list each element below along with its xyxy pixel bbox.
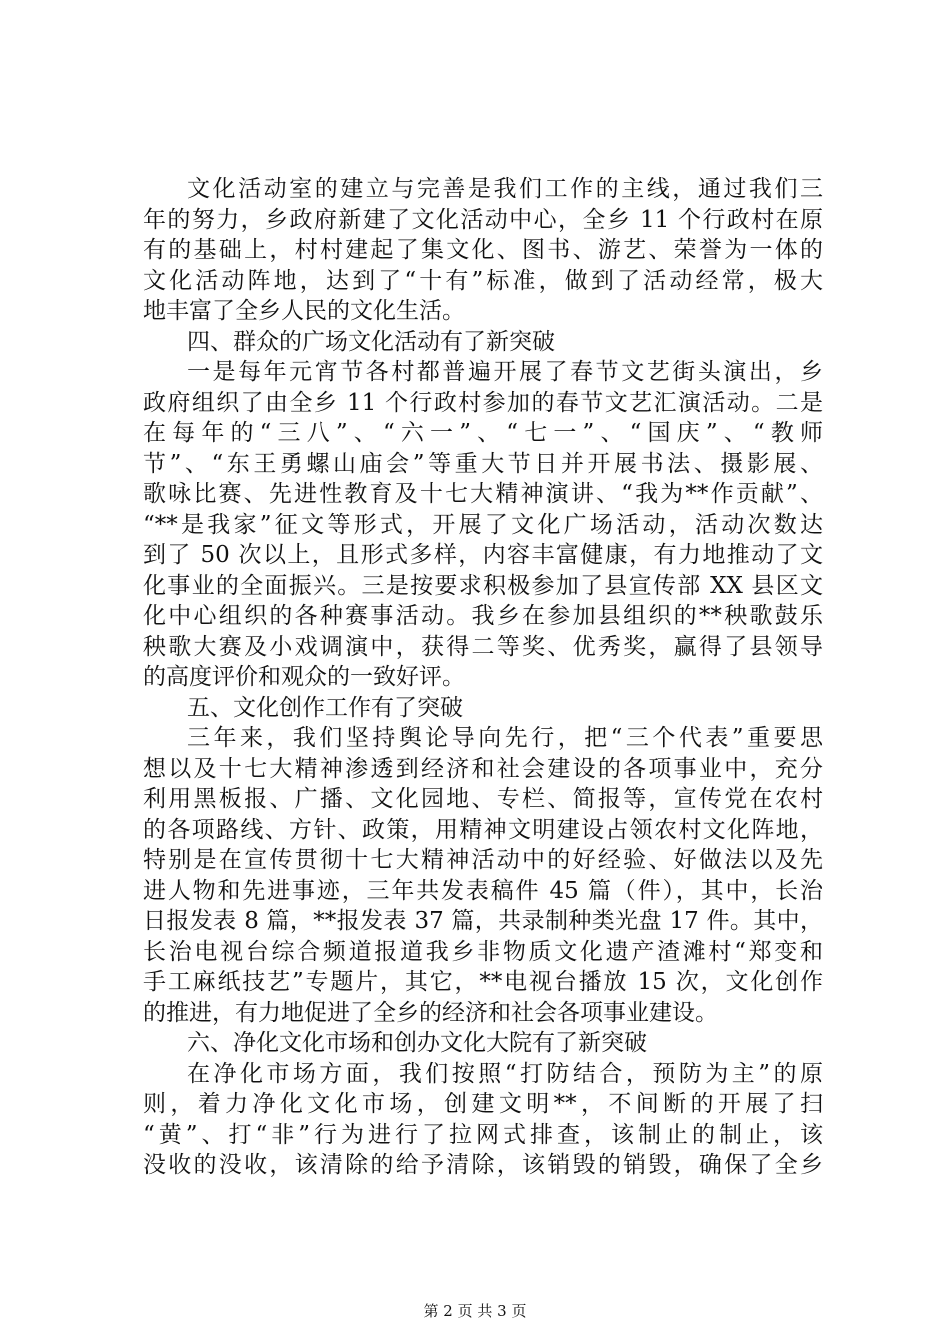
section-heading: 六、净化文化市场和创办文化大院有了新突破 — [187, 1030, 647, 1056]
paragraph-line: 年的努力，乡政府新建了文化活动中心，全乡 11 个行政村在原 — [143, 206, 823, 233]
body-text — [143, 174, 823, 1181]
paragraph-line: 文化活动阵地，达到了“十有”标准，做到了活动经常，极大 — [143, 267, 823, 294]
paragraph-line: 地丰富了全乡人民的文化生活。 — [143, 298, 465, 324]
section-heading: 五、文化创作工作有了突破 — [187, 694, 463, 721]
paragraph-line: 在净化市场方面，我们按照“打防结合，预防为主”的原 — [187, 1060, 823, 1087]
paragraph-line: 秧歌大赛及小戏调演中，获得二等奖、优秀奖，赢得了县领导 — [143, 633, 823, 660]
page-footer: 第 2 页 共 3 页 — [423, 1302, 527, 1320]
section-heading: 四、群众的广场文化活动有了新突破 — [187, 328, 555, 355]
paragraph-line: 政府组织了由全乡 11 个行政村参加的春节文艺汇演活动。二是 — [143, 389, 823, 416]
paragraph-line: 文化活动室的建立与完善是我们工作的主线，通过我们三 — [187, 176, 823, 202]
paragraph-line: 的各项路线、方针、政策，用精神文明建设占领农村文化阵地， — [143, 816, 823, 843]
paragraph-line: 进人物和先进事迹，三年共发表稿件 45 篇（件），其中，长治 — [143, 877, 823, 904]
paragraph-line: 手工麻纸技艺”专题片，其它，**电视台播放 15 次，文化创作 — [143, 969, 823, 995]
paragraph-line: 没收的没收，该清除的给予清除，该销毁的销毁，确保了全乡 — [143, 1152, 823, 1178]
paragraph-line: 一是每年元宵节各村都普遍开展了春节文艺街头演出，乡 — [187, 359, 823, 385]
paragraph-line: 的推进，有力地促进了全乡的经济和社会各项事业建设。 — [143, 999, 718, 1026]
paragraph-line: “**是我家”征文等形式，开展了文化广场活动，活动次数达 — [143, 511, 823, 538]
paragraph-line: 特别是在宣传贯彻十七大精神活动中的好经验、好做法以及先 — [143, 847, 823, 873]
paragraph-line: 三年来，我们坚持舆论导向先行，把“三个代表”重要思 — [187, 725, 823, 751]
paragraph-line: 利用黑板报、广播、文化园地、专栏、简报等，宣传党在农村 — [143, 786, 823, 812]
paragraph-line: 化中心组织的各种赛事活动。我乡在参加县组织的**秧歌鼓乐 — [143, 603, 823, 629]
paragraph-line: “黄”、打“非”行为进行了拉网式排查，该制止的制止，该 — [143, 1121, 823, 1148]
paragraph-line: 则，着力净化文化市场，创建文明**，不间断的开展了扫 — [143, 1091, 823, 1117]
paragraph-line: 日报发表 8 篇，**报发表 37 篇，共录制种类光盘 17 件。其中， — [143, 908, 823, 934]
paragraph-line: 化事业的全面振兴。三是按要求积极参加了县宣传部 XX 县区文 — [143, 572, 823, 599]
paragraph-line: 到了 50 次以上，且形式多样，内容丰富健康，有力地推动了文 — [143, 542, 823, 568]
paragraph-line: 长治电视台综合频道报道我乡非物质文化遗产渣滩村“郑变和 — [143, 938, 823, 965]
paragraph-line: 节”、“东王勇螺山庙会”等重大节日并开展书法、摄影展、 — [143, 450, 823, 477]
paragraph-line: 的高度评价和观众的一致好评。 — [143, 664, 465, 690]
paragraph-line: 在每年的“三八”、“六一”、“七一”、“国庆”、“教师 — [143, 420, 823, 446]
paragraph-line: 歌咏比赛、先进性教育及十七大精神演讲、“我为**作贡献”、 — [143, 481, 823, 507]
paragraph-line: 想以及十七大精神渗透到经济和社会建设的各项事业中，充分 — [143, 755, 823, 782]
paragraph-line: 有的基础上，村村建起了集文化、图书、游艺、荣誉为一体的 — [143, 237, 823, 263]
